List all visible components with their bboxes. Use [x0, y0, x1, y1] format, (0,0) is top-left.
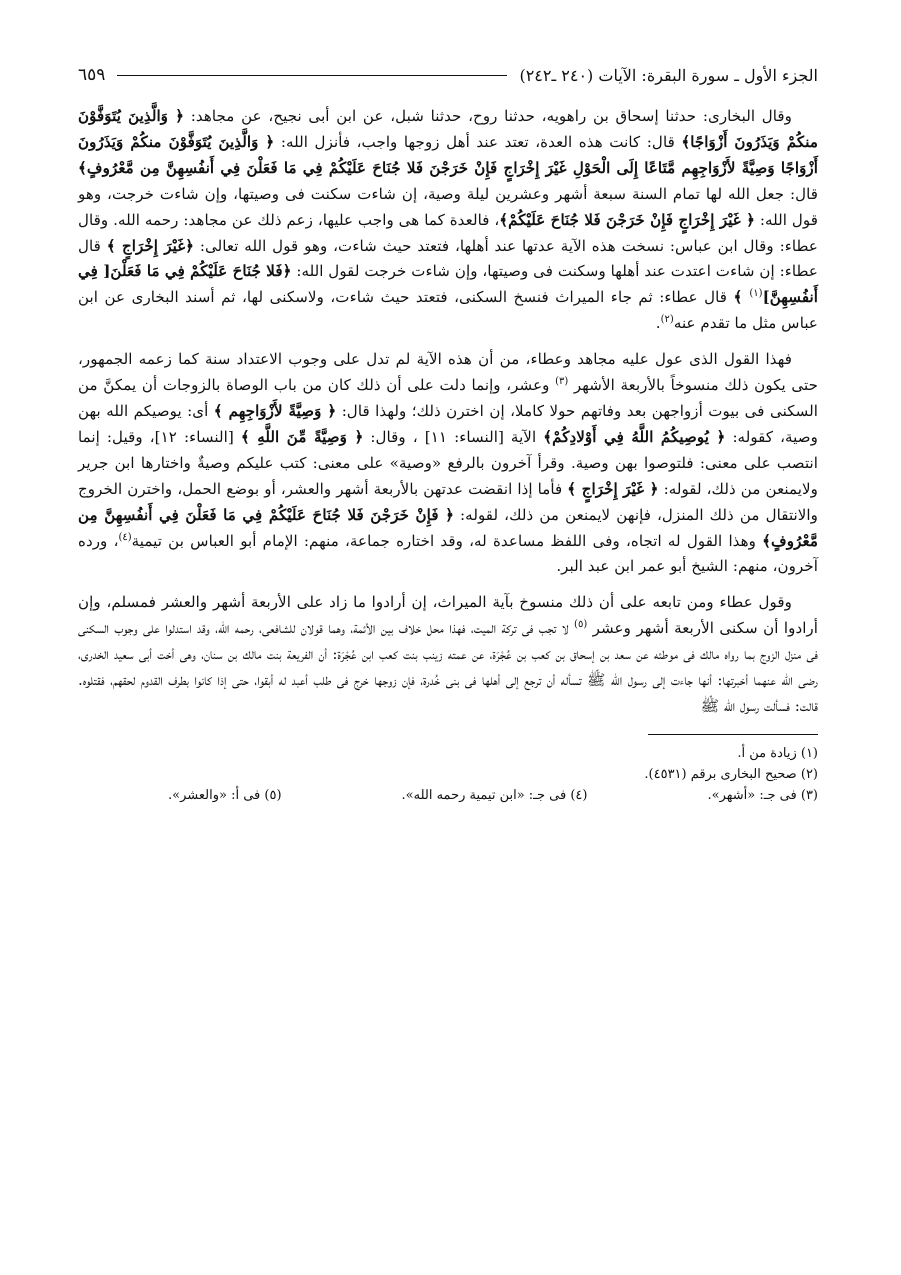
footnote-2: (٢) صحيح البخارى برقم (٤٥٣١). [644, 766, 818, 782]
text-run: . [655, 314, 661, 333]
footnote-ref: (٤) [118, 531, 132, 543]
text-run: قال عطاء: ثم جاء الميراث فنسخ السكنى، فتعتد حيث شاءت، ولاسكنى لها، ثم أسند البخارى عن ابن عباس مثل ما تقدم عنه [78, 288, 818, 333]
header-title: الجزء الأول ـ سورة البقرة: الآيات (٢٤٠ ـ٢٤٢) [519, 65, 818, 85]
paragraph [78, 590, 818, 720]
header-rule [117, 75, 507, 76]
footnote-row [168, 785, 818, 806]
quran-quote: ﴿فَلا جُنَاحَ عَلَيْكُمْ فِي مَا فَعَلْنَ[ فِي أَنفُسِهِنَّ] [78, 262, 818, 307]
text-run: قال عطاء: إن شاءت اعتدت عند أهلها وسكنت فى وصيتها، وإن شاءت خرجت لقول الله: [78, 236, 818, 281]
footnote-ref: (٢) [660, 314, 674, 326]
text-run: ، ورده آخرون، منهم: الشيخ أبو عمر ابن عبد البر. [78, 531, 818, 576]
quran-quote: ﴿ وَصِيَّةً لأَزْوَاجِهِم ﴾ [213, 401, 337, 420]
footnote-separator [648, 734, 818, 735]
quran-quote: ﴿ وَالَّذِينَ يُتَوَفَّوْنَ منكُمْ وَيَذَرُونَ أَزْوَاجًا﴾ [78, 107, 818, 151]
paragraph [78, 347, 818, 580]
quran-quote: ﴿غَيْرَ إِخْرَاجٍ ﴾ [106, 236, 195, 255]
text-run: قال: جعل الله لها تمام السنة سبعة أشهر وعشرين ليلة وصية، إن شاءت سكنت فى وصيتها، وإن شاءت خرجت، وهو قول الله: [78, 184, 818, 229]
running-header [78, 60, 818, 90]
quran-quote: ﴿ غَيْرَ إِخْرَاجٍ ﴾ [567, 479, 659, 498]
paragraph [78, 104, 818, 337]
footnote-4: (٤) فى جـ: «ابن تيمية رحمه الله». [401, 787, 588, 803]
footnote-ref: (٣) [555, 376, 569, 387]
text-run: [النساء: ١٢]، وقيل: إنما انتصب على معنى: فلتوصوا بهن وصية. وقرأ آخرون بالرفع «وصية» على معنى: كتب عليكم وصيةٌ واختارها ابن جرير ولايمنعن من ذلك، لقوله: [78, 427, 819, 498]
text-run: وقول عطاء ومن تابعه على أن ذلك منسوخ بآية الميراث، إن أرادوا ما زاد على الأربعة أشهر والعشر فمسلم، وإن أرادوا أن سكنى الأربعة أشهر وعشر [78, 593, 818, 638]
text-run: قال: كانت هذه العدة، تعتد عند أهل زوجها واجب، فأنزل الله: [274, 132, 682, 151]
quran-quote: ﴿ فَإِنْ خَرَجْنَ فَلا جُنَاحَ عَلَيْكُمْ فِي مَا فَعَلْنَ فِي أَنفُسِهِنَّ مِن مَّعْرُوفٍ﴾ [78, 505, 818, 550]
main-text [78, 104, 818, 720]
quran-quote: ﴿ وَالَّذِينَ يُتَوَفَّوْنَ منكُمْ وَيَذَرُونَ أَزْوَاجًا وَصِيَّةً لأَزْوَاجِهِم مَّتَاعًا إِلَى الْحَوْلِ غَيْرَ إِخْرَاجٍ فَإِنْ خَرَجْنَ فَلا جُنَاحَ عَلَيْكُمْ فِي مَا فَعَلْنَ فِي أَنفُسِهِنَّ مِن مَّعْرُوفٍ﴾ [78, 132, 818, 177]
quran-quote: ﴾ [733, 288, 750, 307]
footnotes [78, 743, 818, 806]
footnote-1: (١) زيادة من أ. [737, 745, 818, 761]
text-run: لا تجب فى تركة الميت، فهذا محل خلاف بين الأئمة، وهما قولان للشافعى، رحمه الله، وقد استدلوا على وجوب السكنى فى منزل الزوج بما رواه مالك فى موطئه عن سعد بن إسحاق بن كعب بن عُجْرَة، عن عمته زينب بنت كعب ابن عُجْرَة: أن الفريعة بنت مالك بن سنان، وهى أخت أبى سعيد الخدرى، رضى الله عنهما أخبرتها: أنها جاءت إلى رسول الله ﷺ تسأله أن ترجع إلى أهلها فى بنى خُدرة، فإن زوجها خرج فى طلب أعبد له أبقوا، حتى إذا كانوا بطرف القدوم لحقهم، فقتلوه. قالت: فسألت رسول الله ﷺ [78, 619, 818, 715]
text-run: أى: يوصيكم الله بهن وصية، كقوله: [78, 401, 818, 446]
footnote-ref: (٥) [574, 619, 588, 631]
page-number: ٦٥٩ [78, 65, 106, 85]
text-run: وعشر، وإنما دلت على أن ذلك كان من باب الوصاة بالزوجات أن يمكنَّ من السكنى فى بيوت أزواجهن بعد وفاتهم حولا كاملا، إن اخترن ذلك؛ ولهذا قال: [78, 376, 819, 420]
text-run: ، فالعدة كما هى واجب عليها، زعم ذلك عن مجاهد: رحمه الله. وقال عطاء: وقال ابن عباس: نسخت هذه الآية عدتها عند أهلها، فتعتد حيث شاءت، وهو قول الله تعالى: [78, 210, 818, 255]
quran-quote: ﴿ غَيْرَ إِخْرَاجٍ فَإِنْ خَرَجْنَ فَلا جُنَاحَ عَلَيْكُمْ﴾ [499, 210, 755, 229]
text-run: فأما إذا انقضت عدتهن بالأربعة أشهر والعشر، أو بوضع الحمل، واخترن الخروج والانتقال من ذلك المنزل، فإنهن لايمنعن من ذلك، لقوله: [78, 479, 818, 524]
text-run: الآية [النساء: ١١] ، وقال: [363, 427, 544, 446]
text-run: فهذا القول الذى عول عليه مجاهد وعطاء، من أن هذه الآية لم تدل على وجوب الاعتداد سنة كما زعمه الجمهور، حتى يكون ذلك منسوخاً بالأربعة الأشهر [78, 350, 819, 395]
footnote-3: (٣) فى جـ: «أشهر». [707, 787, 818, 803]
text-run: وقال البخارى: حدثنا إسحاق بن راهويه، حدثنا روح، حدثنا شبل، عن ابن أبى نجيح، عن مجاهد: [184, 107, 792, 125]
quran-quote: ﴿ وَصِيَّةً مِّنَ اللَّهِ ﴾ [240, 427, 364, 446]
footnote-5: (٥) فى أ: «والعشر». [168, 787, 282, 803]
text-run: وهذا القول له اتجاه، وفى اللفظ مساعدة له، وقد اختاره جماعة، منهم: الإمام أبو العباس بن تيمية [131, 531, 763, 550]
footnote-ref: (١) [749, 288, 763, 300]
quran-quote: ﴿ يُوصِيكُمُ اللَّهُ فِي أَوْلادِكُمْ﴾ [543, 427, 726, 446]
